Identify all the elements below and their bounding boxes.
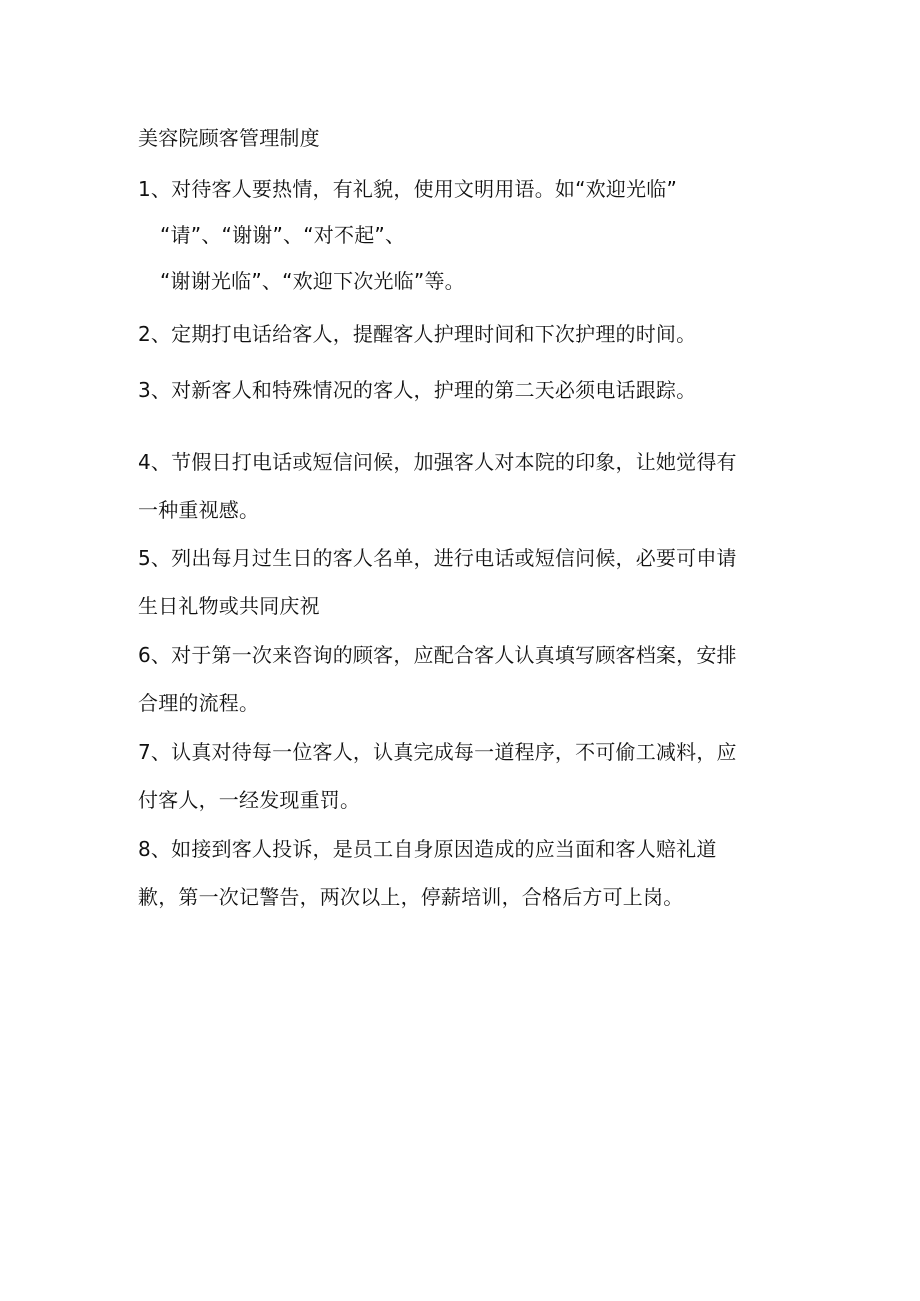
- item-8-line-1: 8、如接到客人投诉，是员工自身原因造成的应当面和客人赔礼道: [138, 837, 717, 861]
- page-title: 美容院顾客管理制度: [138, 126, 320, 150]
- item-3-line-1: 3、对新客人和特殊情况的客人，护理的第二天必须电话跟踪。: [138, 378, 697, 402]
- item-1-line-3: “谢谢光临”、“欢迎下次光临”等。: [160, 269, 465, 293]
- item-1-line-1: 1、对待客人要热情，有礼貌，使用文明用语。如“欢迎光临”: [138, 177, 678, 201]
- item-5-line-2: 生日礼物或共同庆祝: [138, 594, 320, 618]
- item-4-line-2: 一种重视感。: [138, 498, 260, 522]
- item-4-line-1: 4、节假日打电话或短信问候，加强客人对本院的印象，让她觉得有: [138, 450, 737, 474]
- item-7-line-1: 7、认真对待每一位客人，认真完成每一道程序，不可偷工减料，应: [138, 740, 737, 764]
- item-6-line-1: 6、对于第一次来咨询的顾客，应配合客人认真填写顾客档案，安排: [138, 643, 737, 667]
- item-6-line-2: 合理的流程。: [138, 691, 260, 715]
- item-2-line-1: 2、定期打电话给客人，提醒客人护理时间和下次护理的时间。: [138, 322, 697, 346]
- item-1-line-2: “请”、“谢谢”、“对不起”、: [160, 223, 406, 247]
- item-7-line-2: 付客人，一经发现重罚。: [138, 788, 361, 812]
- item-8-line-2: 歉，第一次记警告，两次以上，停薪培训，合格后方可上岗。: [138, 885, 684, 909]
- item-5-line-1: 5、列出每月过生日的客人名单，进行电话或短信问候，必要可申请: [138, 546, 737, 570]
